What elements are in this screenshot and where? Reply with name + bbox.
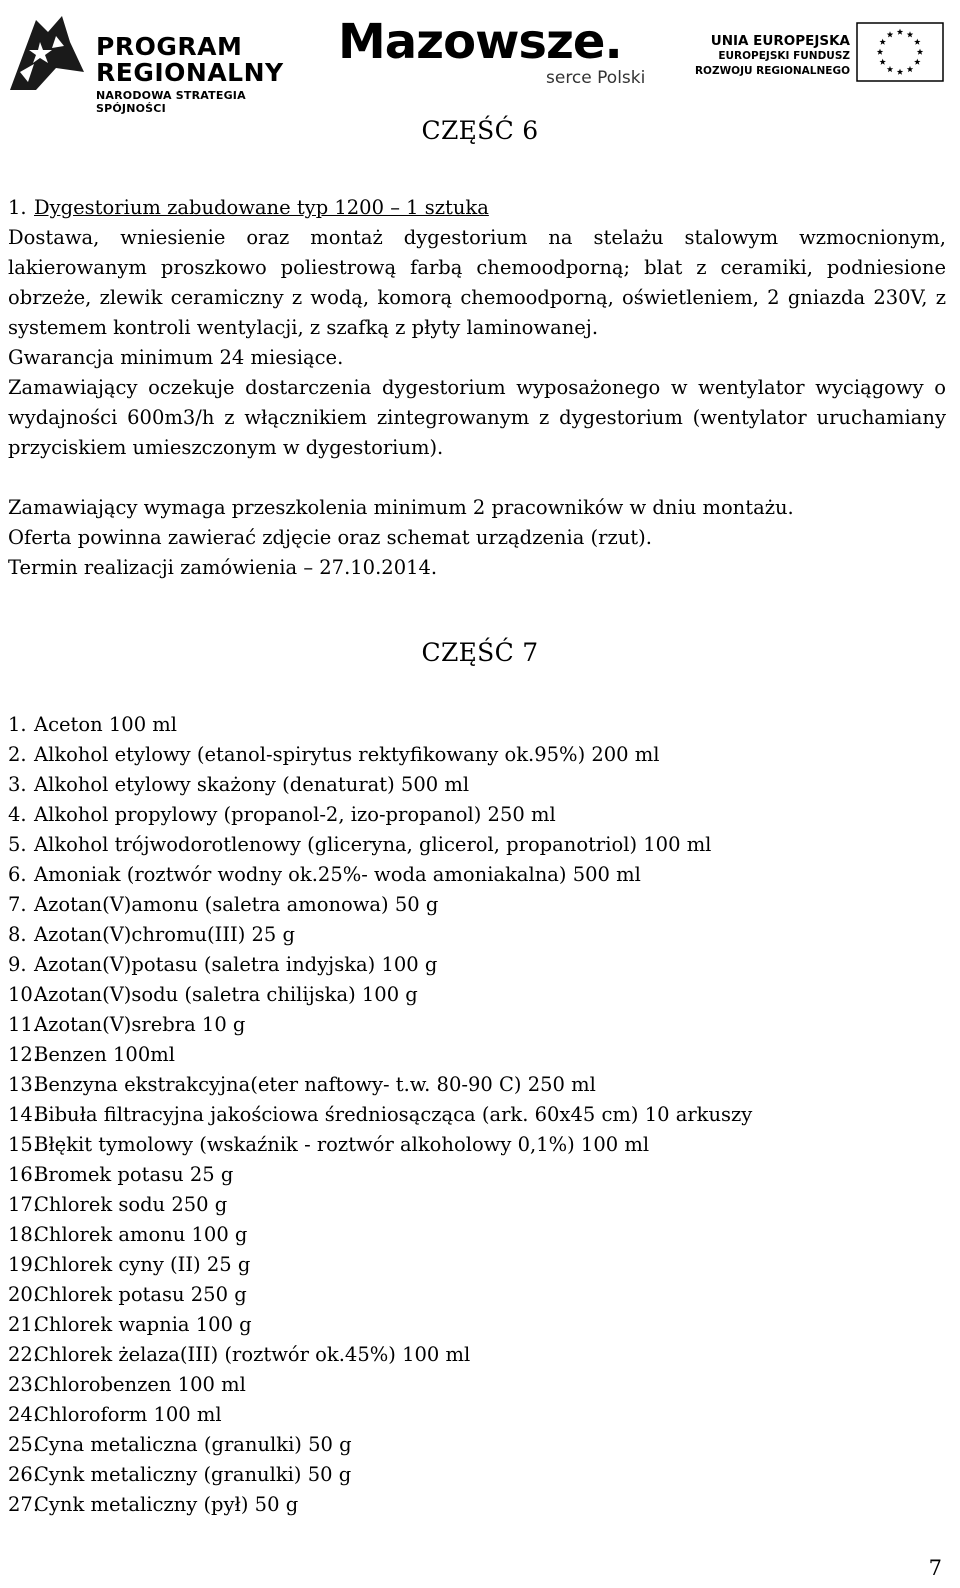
list-item-number: 2. [8,743,27,766]
list-item-number: 21. [8,1313,40,1336]
list-item-number: 15. [8,1133,40,1156]
list-item-text: Chlorobenzen 100 ml [34,1373,246,1396]
list-item-number: 10. [8,983,40,1006]
list-item-number: 6. [8,863,27,886]
part-7-title: CZĘŚĆ 7 [421,638,539,667]
list-item-text: Azotan(V)sodu (saletra chilijska) 100 g [34,983,418,1006]
list-item-number: 19. [8,1253,40,1276]
list-item [8,1340,938,1370]
list-item-text: Błękit tymolowy (wskaźnik - roztwór alkoholowy 0,1%) 100 ml [34,1133,650,1156]
spacer [8,463,946,493]
part-6-training: Zamawiający wymaga przeszkolenia minimum 2 pracowników w dniu montażu. [8,496,794,519]
list-item [8,1040,938,1070]
list-item-text: Chlorek żelaza(III) (roztwór ok.45%) 100 ml [34,1343,471,1366]
eu-flag-icon [856,22,944,82]
list-item [8,890,938,920]
list-item-text: Alkohol propylowy (propanol-2, izo-propanol) 250 ml [34,803,556,826]
program-regionalny-logo [6,10,296,115]
part-6-content [8,193,946,583]
list-item-number: 24. [8,1403,40,1426]
part-6-item-heading [8,193,946,223]
eu-logo-line1: UNIA EUROPEJSKA [710,33,850,49]
list-item-number: 18. [8,1223,40,1246]
list-item-text: Chlorek amonu 100 g [34,1223,248,1246]
list-item-text: Bibuła filtracyjna jakościowa średniosącząca (ark. 60x45 cm) 10 arkuszy [34,1103,753,1126]
mazowsze-wordmark: Mazowsze. [338,14,622,70]
list-item [8,1010,938,1040]
mazowsze-logo [338,12,650,92]
list-item-text: Alkohol trójwodorotlenowy (gliceryna, glicerol, propanotriol) 100 ml [34,833,712,856]
list-item-text: Cynk metaliczny (granulki) 50 g [34,1463,352,1486]
list-item [8,1220,938,1250]
list-item-number: 8. [8,923,27,946]
eu-logo-line2: EUROPEJSKI FUNDUSZ [718,50,850,62]
list-item [8,1070,938,1100]
list-item-number: 4. [8,803,27,826]
mazowsze-tagline: serce Polski [546,68,646,88]
program-logo-line2: REGIONALNY [96,58,284,87]
list-item-text: Cynk metaliczny (pył) 50 g [34,1493,299,1516]
part-6-warranty: Gwarancja minimum 24 miesiące. [8,346,344,369]
list-item-text: Chlorek wapnia 100 g [34,1313,252,1336]
list-item-number: 11. [8,1013,40,1036]
list-item-number: 1. [8,713,27,736]
list-item-number: 26. [8,1463,40,1486]
list-item-text: Alkohol etylowy (etanol-spirytus rektyfikowany ok.95%) 200 ml [34,743,660,766]
list-item [8,1100,938,1130]
list-item-text: Amoniak (roztwór wodny ok.25%- woda amoniakalna) 500 ml [34,863,641,886]
part-6-requirements: Zamawiający oczekuje dostarczenia dygestorium wyposażonego w wentylator wyciągowy o wydajności 600m3/h z włącznikiem zintegrowanym z dygestorium (wentylator uruchamiany przyciskiem umieszczonym w dygestorium). [8,376,946,459]
list-item-number: 13. [8,1073,40,1096]
list-item [8,1130,938,1160]
list-item-number: 20. [8,1283,40,1306]
list-item-number: 7. [8,893,27,916]
list-item [8,1400,938,1430]
list-item [8,950,938,980]
list-item-text: Cyna metaliczna (granulki) 50 g [34,1433,352,1456]
list-item [8,1190,938,1220]
list-item-text: Azotan(V)chromu(III) 25 g [34,923,296,946]
list-item [8,1370,938,1400]
list-item-number: 25. [8,1433,40,1456]
list-item-text: Azotan(V)srebra 10 g [34,1013,246,1036]
list-item-number: 27. [8,1493,40,1516]
part-6-description: Dostawa, wniesienie oraz montaż dygestorium na stelażu stalowym wzmocnionym, lakierowanym proszkowo poliestrową farbą chemoodporną; blat z ceramiki, podniesione obrzeże, zlewik ceramiczny z wodą, komorą chemoodporną, oświetleniem, 2 gniazda 230V, z systemem kontroli wentylacji, z szafką z płyty laminowanej. [8,226,946,339]
list-item [8,1490,938,1520]
part-7-list [8,710,938,1520]
page-header [0,0,960,115]
part-6-title: CZĘŚĆ 6 [421,116,539,145]
part-6-deadline: Termin realizacji zamówienia – 27.10.2014. [8,556,438,579]
list-item [8,710,938,740]
program-logo-line1: PROGRAM [96,32,243,61]
list-item [8,860,938,890]
list-item-number: 14. [8,1103,40,1126]
list-item-text: Chlorek sodu 250 g [34,1193,228,1216]
page-number: 7 [928,1556,942,1580]
list-item [8,1160,938,1190]
list-item [8,1250,938,1280]
list-item-number: 3. [8,773,27,796]
list-item [8,1280,938,1310]
list-item-number: 5. [8,833,27,856]
list-item-number: 9. [8,953,27,976]
part-6-item-title: Dygestorium zabudowane typ 1200 – 1 sztuka [34,196,489,219]
list-item [8,1430,938,1460]
list-item-number: 12. [8,1043,40,1066]
list-item-number: 16. [8,1163,40,1186]
list-item-text: Chlorek cyny (II) 25 g [34,1253,251,1276]
part-6-offer: Oferta powinna zawierać zdjęcie oraz schemat urządzenia (rzut). [8,526,652,549]
list-item-text: Bromek potasu 25 g [34,1163,234,1186]
list-item-text: Chloroform 100 ml [34,1403,222,1426]
list-item [8,920,938,950]
list-item-text: Chlorek potasu 250 g [34,1283,247,1306]
program-logo-line3: NARODOWA STRATEGIA SPÓJNOŚCI [96,89,246,115]
list-item-text: Benzen 100ml [34,1043,175,1066]
list-item-number: 23. [8,1373,40,1396]
list-item [8,770,938,800]
list-item-text: Azotan(V)potasu (saletra indyjska) 100 g [34,953,438,976]
part-6-item-number: 1. [8,196,27,219]
program-regionalny-star-icon [6,12,88,94]
list-item-text: Aceton 100 ml [34,713,178,736]
list-item-text: Azotan(V)amonu (saletra amonowa) 50 g [34,893,439,916]
list-item [8,740,938,770]
eu-logo [688,22,952,86]
list-item-text: Alkohol etylowy skażony (denaturat) 500 ml [34,773,470,796]
eu-logo-line3: ROZWOJU REGIONALNEGO [694,65,850,77]
list-item [8,800,938,830]
list-item-number: 22. [8,1343,40,1366]
list-item [8,1310,938,1340]
list-item-number: 17. [8,1193,40,1216]
list-item-text: Benzyna ekstrakcyjna(eter naftowy- t.w. 80-90 C) 250 ml [34,1073,596,1096]
list-item [8,830,938,860]
list-item [8,1460,938,1490]
list-item [8,980,938,1010]
